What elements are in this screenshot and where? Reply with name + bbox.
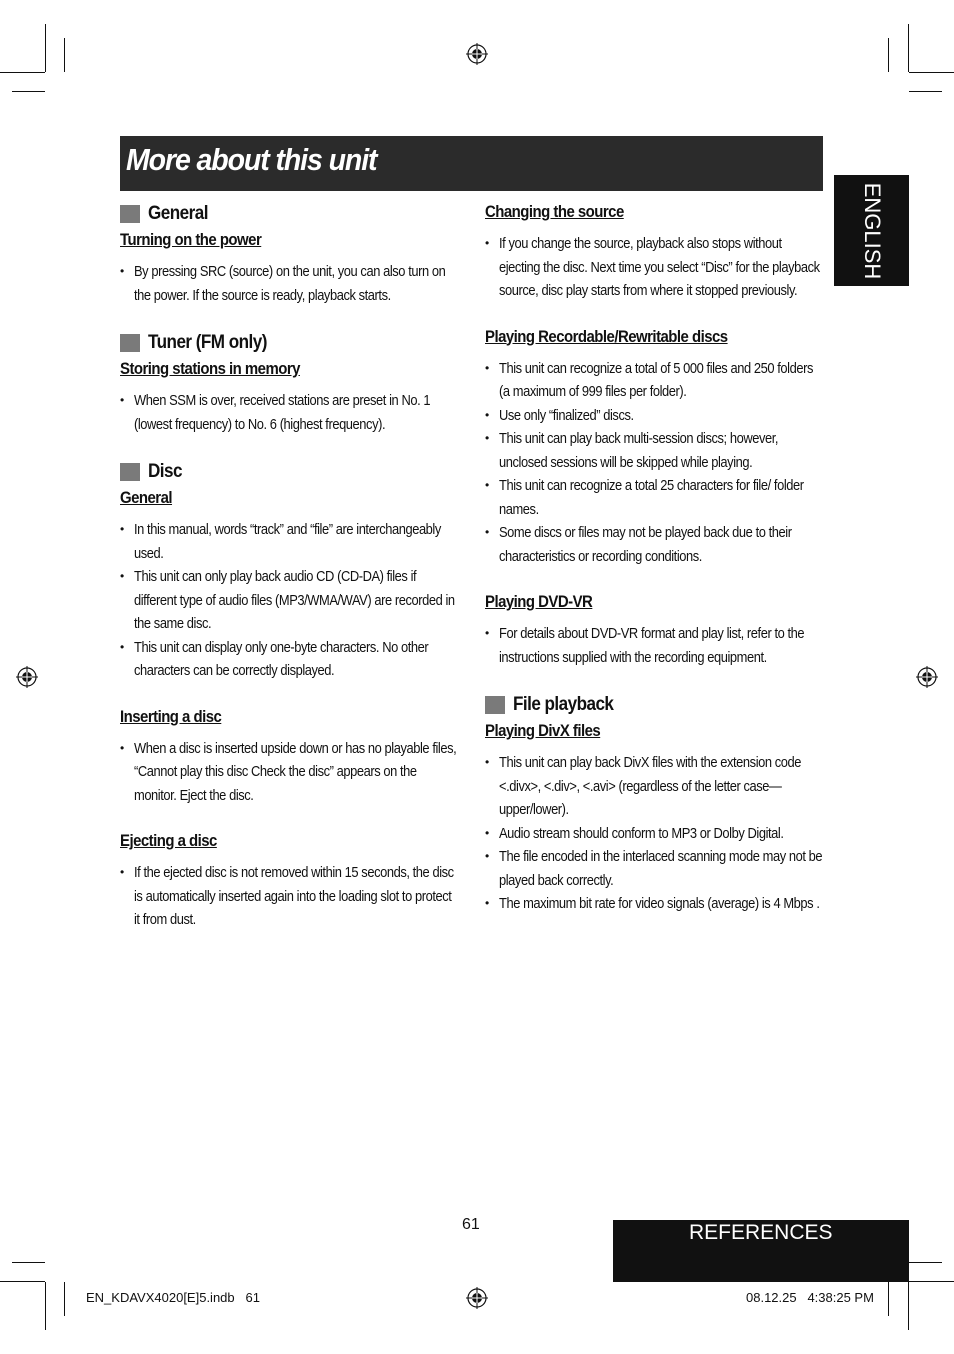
crop-mark <box>64 1282 65 1316</box>
bullet-text: When SSM is over, received stations are preset in No. 1 (lowest frequency) to No. 6 (highest frequency). <box>134 392 431 433</box>
bullet-item <box>120 389 460 436</box>
bullet-item <box>485 892 825 916</box>
bullet-text: Use only “finalized” discs. <box>499 406 634 424</box>
section-title: Disc <box>148 461 182 482</box>
language-tab <box>834 175 909 286</box>
right-column <box>485 200 825 916</box>
crop-mark <box>908 24 909 72</box>
bullet-item <box>120 737 460 808</box>
bullet-text: The maximum bit rate for video signals (average) is 4 Mbps . <box>499 895 820 912</box>
crop-mark <box>45 24 46 72</box>
bullet-list <box>485 751 825 916</box>
section-gap <box>485 669 825 691</box>
bullet-text: In this manual, words “track” and “file” are interchangeably used. <box>134 521 441 562</box>
crop-mark <box>0 1281 45 1282</box>
bullet-text: If the ejected disc is not removed within 15 seconds, the disc is automatically inserted again into the loading slot to protect it from dust. <box>134 864 454 928</box>
crop-mark <box>888 38 889 72</box>
crop-mark <box>909 72 954 73</box>
bullet-text: This unit can only play back audio CD (CD-DA) files if different type of audio files (MP3/WMA/WAV) are recorded in the same disc. <box>134 568 455 632</box>
bullet-list <box>120 861 460 932</box>
section-gap <box>120 307 460 329</box>
bullet-list <box>120 389 460 436</box>
bullet-item <box>485 357 825 404</box>
section-gap <box>485 568 825 590</box>
bullet-item <box>120 861 460 932</box>
section-gap <box>120 683 460 705</box>
crop-mark <box>888 1282 889 1316</box>
bullet-item <box>485 845 825 892</box>
crop-mark <box>12 91 45 92</box>
bullet-item <box>485 751 825 822</box>
bullet-list <box>485 357 825 569</box>
subsection-title: Inserting a disc <box>120 706 222 726</box>
title-bar <box>120 136 823 191</box>
crop-mark <box>908 1282 909 1330</box>
subsection-title: Storing stations in memory <box>120 359 300 378</box>
bullet-item <box>120 518 460 565</box>
section-title: Tuner (FM only) <box>148 332 267 353</box>
subsection-title: Playing Recordable/Rewritable discs <box>485 326 728 346</box>
bullet-text: This unit can display only one-byte characters. No other characters can be correctly displayed. <box>134 638 429 679</box>
section-marker-icon <box>120 463 140 481</box>
bullet-item <box>485 474 825 521</box>
bullet-text: This unit can play back DivX files with the extension code <.divx>, <.div>, <.avi> (regardless of the letter case—upper/lower). <box>499 754 802 818</box>
crop-mark <box>12 1262 45 1263</box>
section-heading <box>485 691 825 719</box>
bullet-text: Some discs or files may not be played back due to their characteristics or recording conditions. <box>499 524 792 565</box>
bullet-list <box>485 232 825 303</box>
section-gap <box>120 436 460 458</box>
crop-mark <box>909 91 942 92</box>
page-number: 61 <box>462 1216 480 1233</box>
bullet-item <box>485 427 825 474</box>
references-bar <box>613 1220 909 1282</box>
crop-mark <box>909 1281 954 1282</box>
page-title: More about this unit <box>126 142 377 177</box>
bullet-text: The file encoded in the interlaced scanning mode may not be played back correctly. <box>499 848 823 889</box>
crop-mark <box>45 1282 46 1330</box>
bullet-text: For details about DVD-VR format and play list, refer to the instructions supplied with the recording equipment. <box>499 625 805 666</box>
subsection-title: Changing the source <box>485 202 624 221</box>
subsection-title: Playing DivX files <box>485 721 601 740</box>
subsection-title: General <box>120 488 173 507</box>
section-title: File playback <box>513 694 614 715</box>
bullet-item <box>120 565 460 636</box>
section-marker-icon <box>120 205 140 223</box>
bullet-text: If you change the source, playback also stops without ejecting the disc. Next time you select “Disc” for the playback source, disc play starts from where it stopped previously. <box>499 235 820 299</box>
bullet-text: Audio stream should conform to MP3 or Dolby Digital. <box>499 824 784 842</box>
section-gap <box>485 303 825 325</box>
subsection-title: Turning on the power <box>120 230 262 249</box>
bullet-item <box>120 260 460 307</box>
section-heading <box>120 200 460 228</box>
section-heading <box>120 458 460 486</box>
bullet-item <box>485 622 825 669</box>
language-tab-label: ENGLISH <box>859 182 885 279</box>
section-marker-icon <box>120 334 140 352</box>
left-column <box>120 200 460 932</box>
footer-timestamp: 08.12.25 4:38:25 PM <box>746 1290 874 1305</box>
section-heading <box>120 329 460 357</box>
crop-mark <box>909 1262 942 1263</box>
registration-mark-icon <box>16 666 38 688</box>
crop-mark <box>0 72 45 73</box>
bullet-item <box>485 404 825 428</box>
bullet-text: This unit can play back multi-session discs; however, unclosed sessions will be skipped while playing. <box>499 430 779 471</box>
bullet-list <box>120 518 460 683</box>
section-marker-icon <box>485 696 505 714</box>
bullet-list <box>485 622 825 669</box>
registration-mark-icon <box>466 43 488 65</box>
section-gap <box>120 807 460 829</box>
registration-mark-icon <box>916 666 938 688</box>
subsection-title: Ejecting a disc <box>120 831 217 850</box>
bullet-item <box>120 636 460 683</box>
bullet-text: When a disc is inserted upside down or has no playable files, “Cannot play this disc Check the disc” appears on the monitor. Eject the disc. <box>134 739 457 804</box>
references-label: REFERENCES <box>689 1221 833 1244</box>
section-title: General <box>148 203 208 224</box>
bullet-list <box>120 737 460 808</box>
bullet-list <box>120 260 460 307</box>
bullet-item <box>485 232 825 303</box>
registration-mark-icon <box>466 1287 488 1309</box>
bullet-item <box>485 822 825 846</box>
bullet-text: This unit can recognize a total 25 characters for file/ folder names. <box>499 477 804 518</box>
subsection-title: Playing DVD-VR <box>485 592 593 611</box>
bullet-text: By pressing SRC (source) on the unit, you can also turn on the power. If the source is ready, playback starts. <box>134 263 446 304</box>
footer-file-info: EN_KDAVX4020[E]5.indb 61 <box>86 1290 260 1305</box>
crop-mark <box>64 38 65 72</box>
bullet-text: This unit can recognize a total of 5 000 files and 250 folders (a maximum of 999 files per folder). <box>499 359 813 400</box>
bullet-item <box>485 521 825 568</box>
